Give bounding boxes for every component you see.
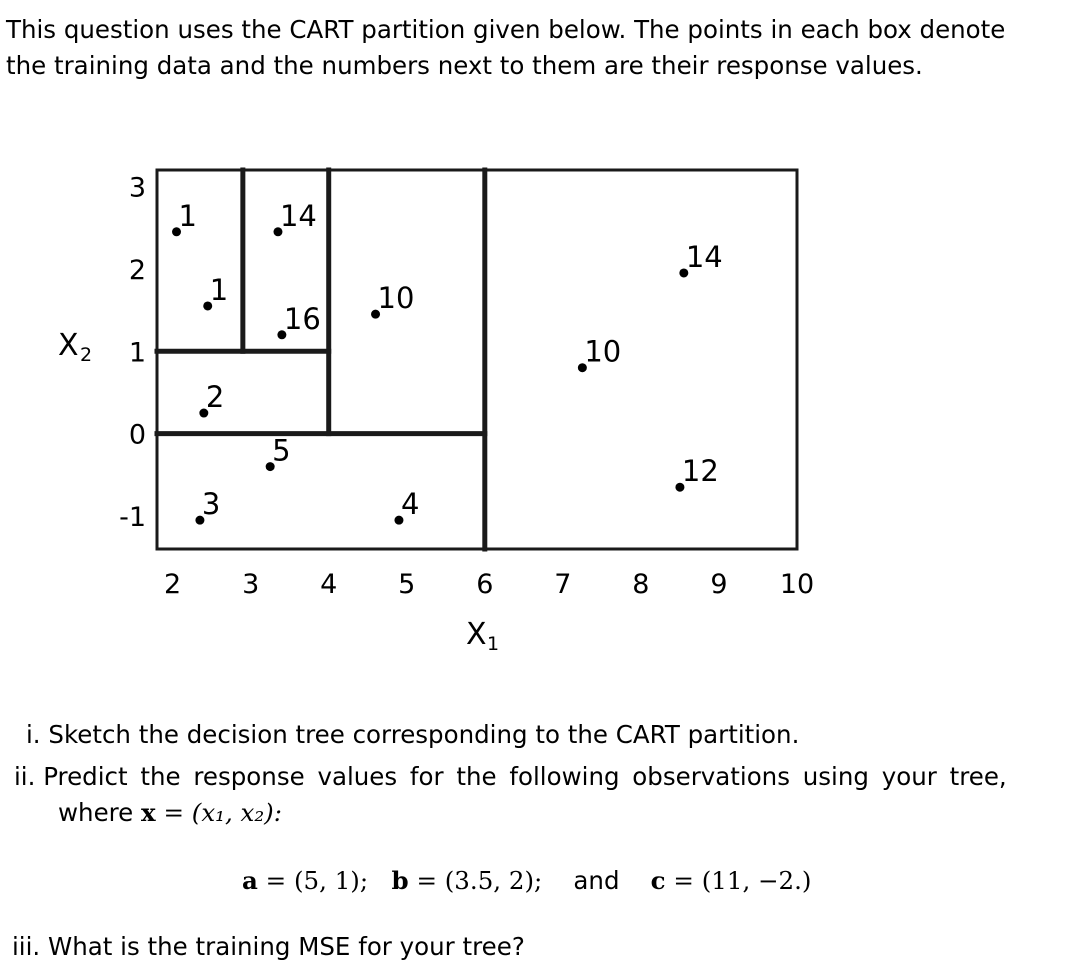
y-axis-label-subscript: 2 — [80, 344, 93, 366]
intro-line-1: This question uses the CART partition given below. The points in each box denote — [6, 15, 1006, 44]
obs-c-value: = (11, −2.) — [673, 866, 812, 895]
question-i-text: Sketch the decision tree corresponding to the CART partition. — [48, 720, 800, 749]
y-tick-label: 1 — [128, 337, 146, 369]
observations-line — [242, 866, 811, 896]
vector-x-symbol: x — [141, 798, 156, 827]
x-tick-label: 7 — [554, 569, 572, 600]
obs-a-label: a — [242, 866, 258, 895]
point-response-label: 14 — [279, 198, 317, 233]
point-response-label: 1 — [209, 272, 229, 307]
point-response-label: 5 — [272, 433, 291, 468]
point-response-label: 10 — [584, 334, 622, 369]
question-i — [26, 720, 799, 750]
question-iii-text: What is the training MSE for your tree? — [48, 932, 525, 961]
point-response-label: 3 — [201, 487, 221, 522]
y-tick-label: 3 — [128, 172, 146, 204]
point-response-label: 4 — [400, 487, 420, 522]
plot-frame — [157, 170, 797, 549]
y-tick-label: -1 — [119, 502, 146, 534]
x-axis-label: X — [466, 617, 487, 652]
x-tick-label: 9 — [710, 569, 728, 600]
obs-c-label: c — [650, 866, 666, 895]
y-tick-label: 2 — [128, 254, 146, 286]
obs-b-value: = (3.5, 2); — [416, 866, 543, 895]
x-tick-label: 5 — [398, 569, 416, 600]
point-response-label: 16 — [283, 301, 321, 336]
point-response-label: 12 — [681, 454, 719, 489]
point-response-label: 14 — [685, 239, 723, 274]
point-response-label: 2 — [205, 380, 225, 415]
point-response-label: 1 — [178, 198, 197, 233]
x-tick-label: 2 — [164, 569, 182, 600]
x-tick-label: 10 — [779, 569, 815, 600]
question-i-number: i. — [26, 720, 41, 749]
question-iii — [12, 932, 525, 962]
obs-a-value: = (5, 1); — [265, 866, 369, 895]
x-axis-label-subscript: 1 — [487, 633, 500, 655]
question-ii-continued — [58, 798, 282, 828]
x-tick-label: 8 — [632, 569, 650, 600]
obs-and: and — [573, 866, 620, 895]
intro-line-2: the training data and the numbers next to them are their response values. — [6, 51, 923, 80]
x-tick-label: 4 — [320, 569, 338, 600]
question-iii-number: iii. — [12, 932, 41, 961]
x-tick-label: 3 — [242, 569, 260, 600]
point-response-label: 10 — [377, 281, 415, 316]
y-tick-label: 0 — [128, 419, 146, 451]
question-ii-where: where — [58, 798, 134, 827]
vector-x-definition: = (x₁, x₂): — [163, 798, 282, 827]
x-tick-label: 6 — [476, 569, 494, 600]
question-ii — [14, 762, 1014, 792]
obs-b-label: b — [391, 866, 409, 895]
question-ii-number: ii. — [14, 762, 36, 791]
y-axis-label: X — [58, 328, 79, 363]
question-ii-text: Predict the response values for the following observations using your tree, — [43, 762, 1007, 791]
